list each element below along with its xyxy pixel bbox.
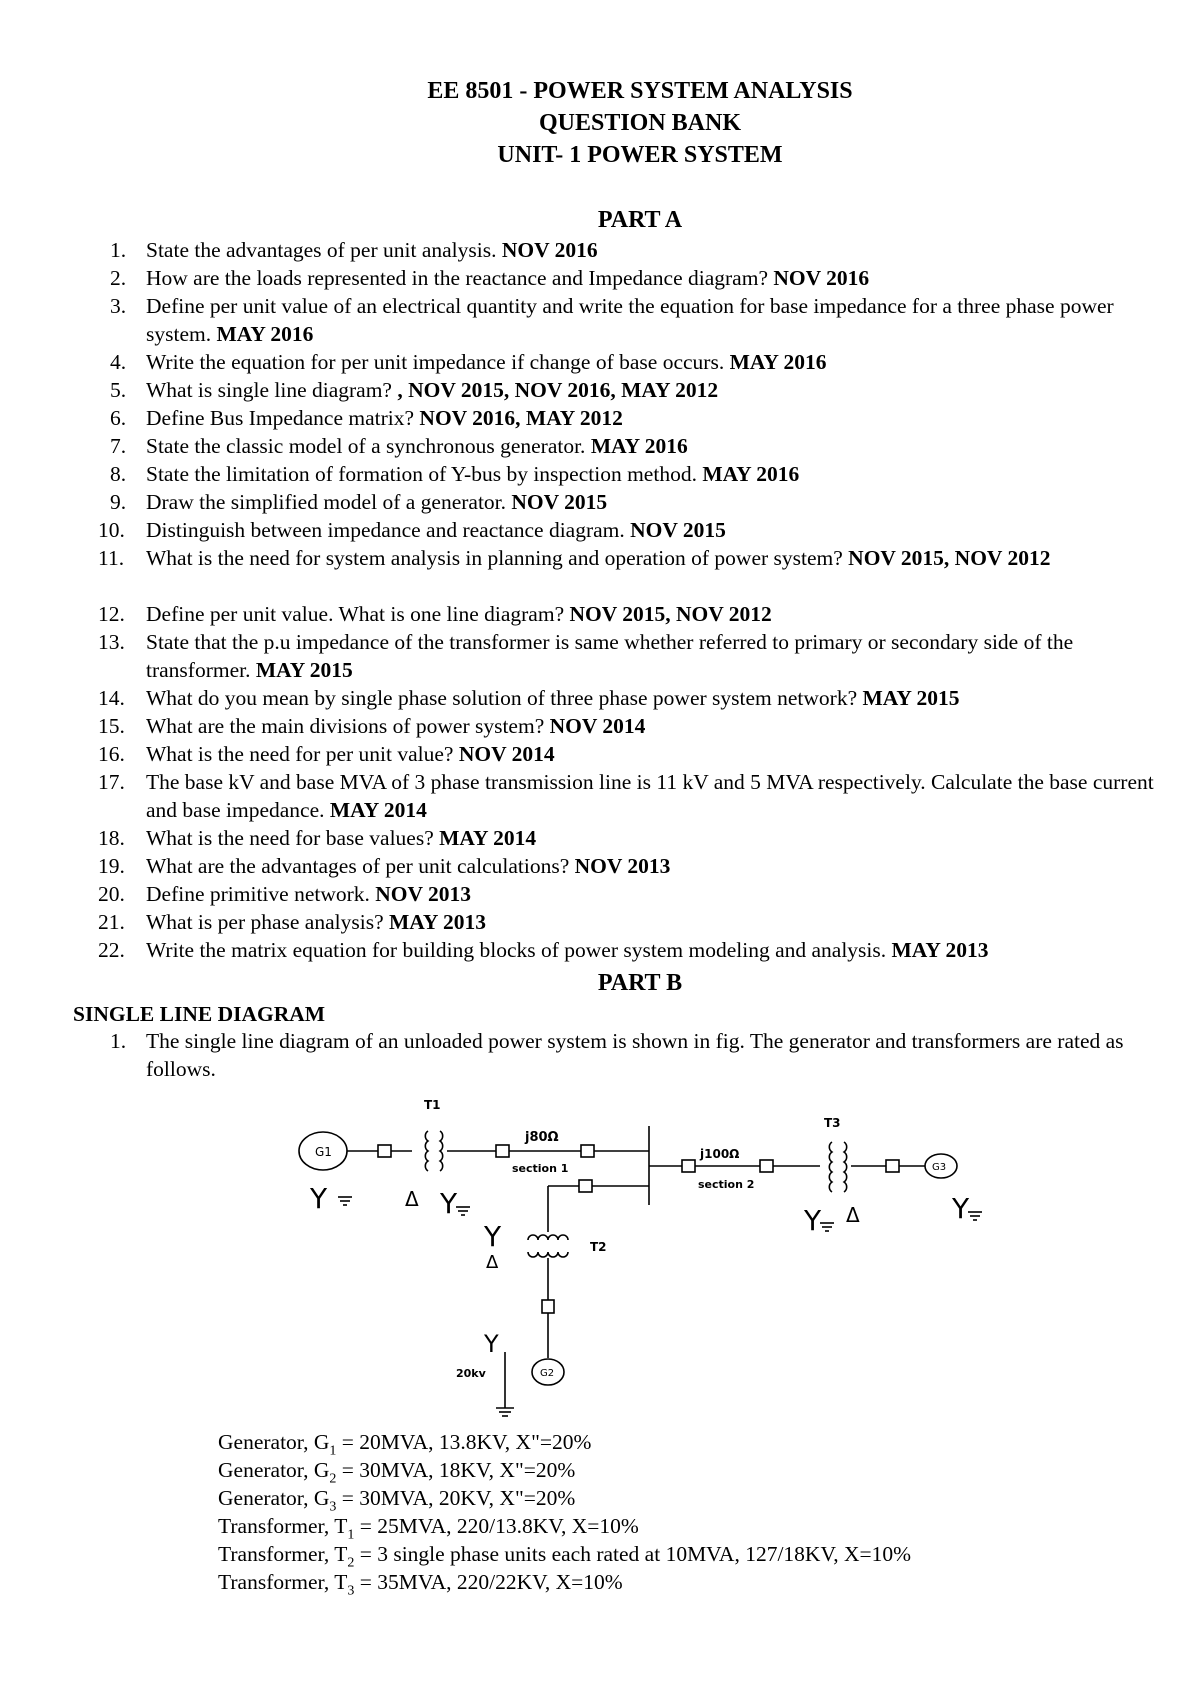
line2-section: section 2 [698, 1178, 755, 1191]
exam-tag: NOV 2016 [501, 238, 598, 262]
line2-impedance: j100Ω [700, 1147, 740, 1161]
question-text: Define per unit value of an electrical quantity and write the equation for base impedance for a three phase power system. [146, 294, 1114, 346]
exam-tag: MAY 2015 [255, 657, 353, 682]
exam-tag: NOV 2016, MAY 2012 [419, 406, 623, 430]
question-text: How are the loads represented in the reactance and Impedance diagram? [146, 266, 774, 290]
question-text: The base kV and base MVA of 3 phase transmission line is 11 kV and 5 MVA respectively. Calculate the base current and base impedance. [146, 770, 1154, 822]
question-text: Write the matrix equation for building blocks of power system modeling and analysis. [146, 938, 892, 962]
question-number: 8. [110, 462, 127, 486]
wye-symbol: Y [484, 1330, 499, 1358]
question-number: 13. [98, 630, 125, 654]
exam-tag: MAY 2016 [590, 434, 688, 458]
question-number: 6. [110, 406, 127, 430]
exam-tag: NOV 2015 [630, 518, 726, 542]
question-number: 15. [98, 714, 125, 738]
wye-symbol: Y [804, 1204, 822, 1237]
question-text: Draw the simplified model of a generator. [146, 490, 512, 514]
exam-tag: MAY 2013 [389, 910, 486, 934]
wye-symbol: Y [440, 1187, 458, 1220]
rating-line: Transformer, $T_1 = 25MVA$, 220/13.8KV, X=10% [218, 1514, 639, 1543]
question-number: 7. [110, 434, 127, 458]
question-text: What is the need for system analysis in planning and operation of power system? [146, 546, 849, 570]
transformer-t1-symbol [425, 1131, 442, 1171]
exam-tag: NOV 2013 [375, 882, 472, 906]
part-a-heading: PART A [597, 207, 683, 233]
wye-symbol: Y [484, 1220, 502, 1253]
question-text: Define per unit value. What is one line diagram? [146, 602, 570, 626]
question-text: What do you mean by single phase solution of three phase power system network? [146, 686, 863, 710]
breaker-symbol [496, 1145, 509, 1157]
question-number: 19. [98, 854, 125, 878]
question-number: 20. [98, 882, 125, 906]
part-b-heading: PART B [597, 970, 683, 996]
question-number: 1. [110, 238, 127, 262]
question-number: 9. [110, 490, 127, 514]
exam-tag: NOV 2016 [773, 266, 870, 290]
line1-section: section 1 [512, 1162, 569, 1175]
t2-label: T2 [590, 1240, 607, 1254]
transformer-t3-symbol [829, 1142, 846, 1192]
question-text: State the classic model of a synchronous generator. [146, 434, 591, 458]
question-number: 21. [98, 910, 125, 934]
wye-symbol: Y [952, 1192, 970, 1225]
question-text: State that the p.u impedance of the transformer is same whether referred to primary or secondary side of the transformer. [146, 630, 1074, 682]
question-number: 11. [98, 546, 125, 570]
question-text: Distinguish between impedance and reactance diagram. [146, 518, 631, 542]
rating-line: Generator, $G_3 = 30MVA$, 20KV, X"=20% [218, 1486, 576, 1515]
question-number: 3. [110, 294, 127, 318]
question-text: State the advantages of per unit analysis. [146, 238, 502, 262]
exam-tag: MAY 2014 [329, 797, 427, 822]
document-type: QUESTION BANK [538, 110, 742, 136]
exam-tag: MAY 2016 [702, 462, 800, 486]
exam-tag: MAY 2016 [216, 321, 314, 346]
transformer-t2-symbol [528, 1235, 568, 1257]
g2-voltage-label: 20kv [456, 1367, 486, 1380]
rating-line: Transformer, $T_2 = 3$ single phase units each rated at 10MVA, 127/18KV, X=10% [218, 1542, 912, 1571]
question-text: Define Bus Impedance matrix? [146, 406, 420, 430]
question-text: What are the advantages of per unit calculations? [146, 854, 575, 878]
question-number: 17. [98, 770, 125, 794]
breaker-symbol [886, 1160, 899, 1172]
g1-label: G1 [315, 1145, 332, 1159]
section-title: SINGLE LINE DIAGRAM [73, 1002, 326, 1026]
question-text: What is the need for base values? [146, 826, 440, 850]
rating-line: Generator, $G_2 = 30MVA$, 18KV, X"=20% [218, 1458, 576, 1487]
question-text: Define primitive network. [146, 882, 376, 906]
breaker-symbol [581, 1145, 594, 1157]
delta-symbol: Δ [486, 1252, 499, 1273]
t1-label: T1 [424, 1098, 441, 1112]
breaker-symbol [760, 1160, 773, 1172]
question-number: 4. [110, 350, 127, 374]
question-text: The single line diagram of an unloaded power system is shown in fig. The generator and transformers are rated as follows. [146, 1029, 1124, 1081]
unit-title: UNIT- 1 POWER SYSTEM [497, 142, 783, 168]
course-title: EE 8501 - POWER SYSTEM ANALYSIS [427, 78, 853, 104]
exam-tag: NOV 2015 [511, 490, 608, 514]
question-text: What is single line diagram? [146, 378, 398, 402]
delta-symbol: Δ [405, 1187, 419, 1211]
breaker-symbol [378, 1145, 391, 1157]
g2-label: G2 [540, 1368, 555, 1379]
exam-tag: NOV 2013 [574, 854, 671, 878]
t3-label: T3 [824, 1116, 841, 1130]
exam-tag: MAY 2013 [891, 938, 989, 962]
rating-line: Transformer, $T_3 = 35MVA$, 220/22KV, X=10% [218, 1570, 623, 1599]
g3-label: G3 [932, 1162, 947, 1173]
rating-line: Generator, $G_1 = 20MVA$, 13.8KV, X"=20% [218, 1430, 592, 1459]
question-number: 14. [98, 686, 125, 710]
question-text: Write the equation for per unit impedance if change of base occurs. [146, 350, 730, 374]
question-text: What is the need for per unit value? [146, 742, 459, 766]
exam-tag: MAY 2014 [439, 826, 537, 850]
exam-tag: NOV 2014 [458, 742, 555, 766]
question-number: 18. [98, 826, 125, 850]
exam-tag: NOV 2014 [549, 714, 646, 738]
question-number: 22. [98, 938, 125, 962]
wye-symbol: Y [310, 1182, 328, 1215]
question-text: What are the main divisions of power system? [146, 714, 550, 738]
delta-symbol: Δ [846, 1203, 860, 1227]
question-number: 16. [98, 742, 125, 766]
question-number: 12. [98, 602, 125, 626]
breaker-symbol [542, 1300, 554, 1313]
question-number: 2. [110, 266, 127, 290]
exam-tag: NOV 2015, NOV 2012 [848, 546, 1051, 570]
line1-impedance: j80Ω [525, 1130, 559, 1145]
exam-tag: , NOV 2015, NOV 2016, MAY 2012 [397, 378, 719, 402]
question-number: 10. [98, 518, 125, 542]
breaker-symbol [579, 1180, 592, 1192]
question-number: 1. [110, 1029, 127, 1053]
exam-tag: MAY 2016 [729, 350, 827, 374]
exam-tag: MAY 2015 [862, 686, 960, 710]
question-text: What is per phase analysis? [146, 910, 389, 934]
question-text: State the limitation of formation of Y-bus by inspection method. [146, 462, 703, 486]
question-number: 5. [110, 378, 127, 402]
breaker-symbol [682, 1160, 695, 1172]
exam-tag: NOV 2015, NOV 2012 [569, 602, 772, 626]
